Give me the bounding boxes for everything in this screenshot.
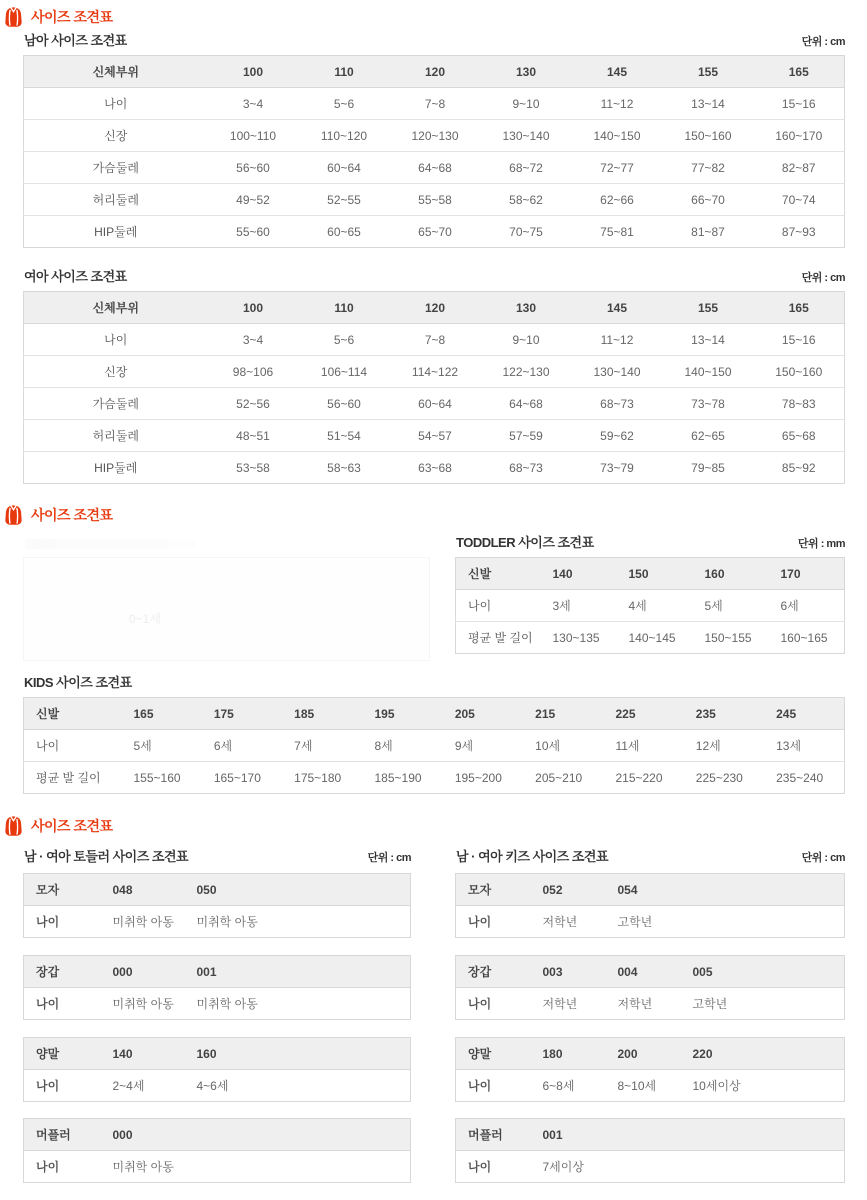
table-row <box>24 730 845 762</box>
girls-size-table <box>23 291 845 484</box>
header-row <box>24 956 411 988</box>
cell-value: 66~70 <box>663 184 754 216</box>
row-label: HIP둘레 <box>94 225 138 239</box>
row-label-header: 장갑 <box>24 956 101 988</box>
cell-value: 12세 <box>684 730 764 762</box>
row-label: 허리둘레 <box>24 420 208 452</box>
cell-value: 75~81 <box>600 224 634 239</box>
size-value-header: 052 <box>531 874 606 906</box>
size-value-header: 165 <box>754 292 845 324</box>
cell-value: 140~150 <box>663 356 754 388</box>
row-label: 가슴둘레 <box>24 388 208 420</box>
cell-value: 165~170 <box>213 770 261 785</box>
size-value-header: 170 <box>769 558 845 590</box>
cell-value: 150~160 <box>663 120 754 152</box>
cell-value: 150~155 <box>704 630 752 645</box>
row-label: 가슴둘레 <box>24 152 208 184</box>
header-row <box>24 1038 411 1070</box>
toddler-accessories-column <box>23 848 411 1200</box>
table-row <box>456 1070 845 1102</box>
cell-value: 6~8세 <box>542 1079 575 1093</box>
row-label-header: 머플러 <box>456 1119 531 1151</box>
cell-value: 215~220 <box>615 770 663 785</box>
header-row <box>456 956 845 988</box>
cell-value: 2~4세 <box>112 1079 145 1093</box>
size-value-header: 165 <box>122 698 202 730</box>
cell-value: 60~64 <box>390 388 481 420</box>
cell-value: 77~82 <box>663 152 754 184</box>
girls-table-title: 여아 사이즈 조견표 <box>24 269 127 284</box>
filler-cell <box>269 1038 411 1070</box>
size-value-header: 130 <box>481 56 572 88</box>
cell-value: 235~240 <box>776 770 824 785</box>
cell-value: 195~200 <box>454 770 502 785</box>
size-value-header: 004 <box>606 956 681 988</box>
cell-value: 9~10 <box>481 324 572 356</box>
kids-accessories-column <box>455 848 845 1200</box>
cell-value: 53~58 <box>236 460 270 475</box>
cell-value: 미취학 아동 <box>196 997 258 1011</box>
cell-value: 고학년 <box>617 915 653 929</box>
size-value-header: 145 <box>572 56 663 88</box>
cell-value: 저학년 <box>617 997 653 1011</box>
size-table <box>23 955 411 1020</box>
size-value-header: 160 <box>693 558 769 590</box>
header-row <box>24 56 845 88</box>
size-value-header: 001 <box>531 1119 606 1151</box>
cell-value: 68~72 <box>481 152 572 184</box>
filler-cell <box>185 1151 411 1183</box>
row-label: 나이 <box>468 1079 492 1093</box>
size-value-header: 120 <box>390 292 481 324</box>
row-label-header: 신발 <box>456 558 541 590</box>
table-row <box>24 1070 411 1102</box>
toddler-size-table <box>455 557 845 654</box>
cell-value: 미취학 아동 <box>112 997 174 1011</box>
cell-value: 72~77 <box>572 152 663 184</box>
row-label: 나이 <box>36 997 60 1011</box>
toddler-col-unit-label: 단위 : cm <box>367 852 411 864</box>
cell-value: 55~58 <box>390 184 481 216</box>
row-label-header: 모자 <box>456 874 531 906</box>
size-value-header: 225 <box>603 698 683 730</box>
filler-cell <box>756 1070 845 1102</box>
cell-value: 64~68 <box>390 152 481 184</box>
cell-value: 70~74 <box>754 184 845 216</box>
cell-value: 65~68 <box>754 420 845 452</box>
kids-socks-table <box>455 1037 845 1102</box>
size-value-header: 180 <box>531 1038 606 1070</box>
size-value-header: 220 <box>681 1038 756 1070</box>
cell-value: 58~63 <box>327 460 361 475</box>
section-title: 사이즈 조견표 <box>31 818 113 834</box>
cell-value: 65~70 <box>418 224 452 239</box>
cell-value: 73~78 <box>663 388 754 420</box>
boys-size-table <box>23 55 845 248</box>
cell-value: 81~87 <box>691 224 725 239</box>
size-value-header: 140 <box>101 1038 185 1070</box>
kids-hat-table <box>455 873 845 938</box>
filler-cell <box>756 988 845 1020</box>
cell-value: 85~92 <box>781 460 816 475</box>
cell-value: 87~93 <box>781 224 816 239</box>
section3-heading <box>3 814 845 838</box>
cell-value: 15~16 <box>754 324 845 356</box>
cell-value: 205~210 <box>535 770 583 785</box>
size-value-header: 000 <box>101 956 185 988</box>
header-row <box>24 874 411 906</box>
toddler-gloves-table <box>23 955 411 1020</box>
table-row <box>456 590 845 622</box>
cell-value: 98~106 <box>208 356 299 388</box>
cell-value: 57~59 <box>481 420 572 452</box>
cell-value: 62~66 <box>572 184 663 216</box>
cell-value: 13세 <box>764 730 844 762</box>
cell-value: 9세 <box>443 730 523 762</box>
filler-cell <box>269 988 411 1020</box>
cell-value: 70~75 <box>509 224 543 239</box>
cell-value: 5~6 <box>299 324 390 356</box>
boys-unit-label: 단위 : cm <box>801 36 845 48</box>
cell-value: 140~145 <box>628 630 676 645</box>
faded-table-title <box>25 539 195 549</box>
filler-cell <box>269 956 411 988</box>
row-label: 평균 발 길이 <box>468 631 533 645</box>
jacket-icon <box>3 6 24 28</box>
cell-value: 고학년 <box>692 997 728 1011</box>
table-row <box>24 420 845 452</box>
row-label-header: 양말 <box>456 1038 531 1070</box>
table-row <box>24 152 845 184</box>
row-label-header: 모자 <box>24 874 101 906</box>
section1-heading <box>3 5 845 29</box>
cell-value: 11세 <box>603 730 683 762</box>
size-table <box>455 955 845 1020</box>
cell-value: 11~12 <box>572 88 663 120</box>
size-value-header: 145 <box>572 292 663 324</box>
cell-value: 60~64 <box>299 152 390 184</box>
cell-value: 7세이상 <box>542 1160 584 1174</box>
jacket-icon <box>3 815 24 837</box>
filler-cell <box>185 1119 411 1151</box>
cell-value: 52~55 <box>299 184 390 216</box>
cell-value: 5세 <box>122 730 202 762</box>
cell-value: 68~73 <box>509 460 543 475</box>
girls-unit-label: 단위 : cm <box>801 272 845 284</box>
table-row <box>456 988 845 1020</box>
size-table <box>23 697 845 794</box>
cell-value: 130~140 <box>481 120 572 152</box>
table-row <box>24 120 845 152</box>
cell-value: 52~56 <box>208 388 299 420</box>
cell-value: 미취학 아동 <box>112 1160 174 1174</box>
cell-value: 54~57 <box>390 420 481 452</box>
header-row <box>456 874 845 906</box>
size-value-header: 165 <box>754 56 845 88</box>
filler-cell <box>606 1151 845 1183</box>
size-value-header: 185 <box>282 698 362 730</box>
cell-value: 78~83 <box>754 388 845 420</box>
toddler-unit-label: 단위 : mm <box>797 538 845 550</box>
cell-value: 7~8 <box>390 324 481 356</box>
cell-value: 185~190 <box>374 770 422 785</box>
size-value-header: 215 <box>523 698 603 730</box>
row-label: 나이 <box>24 730 122 762</box>
cell-value: 73~79 <box>600 460 634 475</box>
cell-value: 175~180 <box>294 770 342 785</box>
size-value-header: 110 <box>299 292 390 324</box>
filler-cell <box>606 1119 845 1151</box>
cell-value: 11~12 <box>572 324 663 356</box>
cell-value: 160~165 <box>780 630 828 645</box>
row-label: 평균 발 길이 <box>36 771 101 785</box>
cell-value: 저학년 <box>542 915 578 929</box>
section-title: 사이즈 조견표 <box>31 9 113 25</box>
cell-value: 저학년 <box>542 997 578 1011</box>
cell-value: 100~110 <box>208 120 299 152</box>
cell-value: 5세 <box>693 590 769 622</box>
cell-value: 120~130 <box>390 120 481 152</box>
size-value-header: 205 <box>443 698 523 730</box>
cell-value: 51~54 <box>299 420 390 452</box>
kids-col-unit-label: 단위 : cm <box>801 852 845 864</box>
cell-value: 58~62 <box>481 184 572 216</box>
cell-value: 106~114 <box>299 356 390 388</box>
row-label: 나이 <box>456 590 541 622</box>
size-value-header: 054 <box>606 874 681 906</box>
row-label: 나이 <box>36 1160 60 1174</box>
cell-value: 49~52 <box>208 184 299 216</box>
filler-cell <box>681 906 845 938</box>
kids-size-table <box>23 697 845 794</box>
size-table <box>23 291 845 484</box>
cell-value: 9~10 <box>481 88 572 120</box>
cell-value: 10세이상 <box>692 1079 741 1093</box>
row-label: 나이 <box>24 88 208 120</box>
table-row <box>24 184 845 216</box>
header-row <box>24 1119 411 1151</box>
cell-value: 10세 <box>523 730 603 762</box>
kids-table-title: KIDS 사이즈 조견표 <box>24 675 132 690</box>
cell-value: 130~140 <box>572 356 663 388</box>
size-value-header: 005 <box>681 956 756 988</box>
row-label-header: 신체부위 <box>24 56 208 88</box>
size-table <box>23 55 845 248</box>
cell-value: 8~10세 <box>617 1079 657 1093</box>
size-value-header: 200 <box>606 1038 681 1070</box>
cell-value: 미취학 아동 <box>112 915 174 929</box>
toddler-socks-table <box>23 1037 411 1102</box>
cell-value: 160~170 <box>754 120 845 152</box>
cell-value: 13~14 <box>663 324 754 356</box>
faded-baby-size-table <box>23 533 430 661</box>
cell-value: 48~51 <box>208 420 299 452</box>
size-value-header: 050 <box>185 874 269 906</box>
header-row <box>24 698 845 730</box>
row-label: HIP둘레 <box>94 461 138 475</box>
table-row <box>456 622 845 654</box>
table-row <box>456 1151 845 1183</box>
filler-cell <box>756 956 845 988</box>
size-table <box>455 557 845 654</box>
cell-value: 7~8 <box>390 88 481 120</box>
cell-value: 56~60 <box>299 388 390 420</box>
size-value-header: 245 <box>764 698 844 730</box>
row-label-header: 신체부위 <box>24 292 208 324</box>
cell-value: 63~68 <box>418 460 452 475</box>
cell-value: 110~120 <box>299 120 390 152</box>
filler-cell <box>756 1038 845 1070</box>
filler-cell <box>681 874 845 906</box>
row-label: 나이 <box>468 915 492 929</box>
row-label: 신장 <box>24 120 208 152</box>
table-row <box>24 906 411 938</box>
toddler-hat-table <box>23 873 411 938</box>
cell-value: 8세 <box>362 730 442 762</box>
cell-value: 225~230 <box>695 770 743 785</box>
size-value-header: 160 <box>185 1038 269 1070</box>
table-row <box>24 88 845 120</box>
table-row <box>456 906 845 938</box>
cell-value: 7세 <box>282 730 362 762</box>
cell-value: 56~60 <box>208 152 299 184</box>
size-table <box>455 1037 845 1102</box>
size-value-header: 003 <box>531 956 606 988</box>
cell-value: 114~122 <box>390 356 481 388</box>
size-table <box>23 873 411 938</box>
cell-value: 6세 <box>769 590 845 622</box>
table-row <box>24 452 845 484</box>
faded-table-body <box>23 557 430 661</box>
cell-value: 122~130 <box>481 356 572 388</box>
size-value-header: 120 <box>390 56 481 88</box>
table-row <box>24 988 411 1020</box>
cell-value: 79~85 <box>691 460 725 475</box>
size-value-header: 235 <box>684 698 764 730</box>
cell-value: 3~4 <box>208 324 299 356</box>
size-table <box>455 873 845 938</box>
row-label-header: 장갑 <box>456 956 531 988</box>
table-row <box>24 356 845 388</box>
size-value-header: 155 <box>663 292 754 324</box>
header-row <box>456 558 845 590</box>
size-value-header: 110 <box>299 56 390 88</box>
row-label-header: 신발 <box>24 698 122 730</box>
cell-value: 82~87 <box>754 152 845 184</box>
cell-value: 4~6세 <box>196 1079 229 1093</box>
filler-cell <box>269 906 411 938</box>
section-title: 사이즈 조견표 <box>31 507 113 523</box>
cell-value: 150~160 <box>754 356 845 388</box>
cell-value: 미취학 아동 <box>196 915 258 929</box>
cell-value: 60~65 <box>327 224 361 239</box>
table-row <box>24 762 845 794</box>
size-value-header: 195 <box>362 698 442 730</box>
row-label: 허리둘레 <box>24 184 208 216</box>
row-label: 나이 <box>468 1160 492 1174</box>
size-value-header: 150 <box>617 558 693 590</box>
table-row <box>24 216 845 248</box>
kids-gloves-table <box>455 955 845 1020</box>
cell-value: 155~160 <box>133 770 181 785</box>
jacket-icon <box>3 504 24 526</box>
cell-value: 15~16 <box>754 88 845 120</box>
section2-heading <box>3 503 845 527</box>
filler-cell <box>269 874 411 906</box>
boys-table-title: 남아 사이즈 조견표 <box>24 33 127 48</box>
row-label: 나이 <box>468 997 492 1011</box>
size-value-header: 130 <box>481 292 572 324</box>
table-row <box>24 1151 411 1183</box>
size-value-header: 155 <box>663 56 754 88</box>
table-row <box>24 324 845 356</box>
cell-value: 5~6 <box>299 88 390 120</box>
size-value-header: 000 <box>101 1119 185 1151</box>
row-label-header: 양말 <box>24 1038 101 1070</box>
cell-value: 64~68 <box>481 388 572 420</box>
row-label: 나이 <box>24 324 208 356</box>
cell-value: 4세 <box>617 590 693 622</box>
cell-value: 68~73 <box>572 388 663 420</box>
cell-value: 59~62 <box>572 420 663 452</box>
cell-value: 55~60 <box>236 224 270 239</box>
kids-col-title: 남 · 여아 키즈 사이즈 조견표 <box>456 849 609 864</box>
size-value-header: 100 <box>208 56 299 88</box>
header-row <box>456 1119 845 1151</box>
header-row <box>24 292 845 324</box>
cell-value: 140~150 <box>572 120 663 152</box>
row-label-header: 머플러 <box>24 1119 101 1151</box>
toddler-table-title: TODDLER 사이즈 조견표 <box>456 535 594 550</box>
toddler-col-title: 남 · 여아 토들러 사이즈 조견표 <box>24 849 189 864</box>
table-row <box>24 388 845 420</box>
size-table <box>23 1037 411 1102</box>
row-label: 신장 <box>24 356 208 388</box>
faded-cell-value: 0~1세 <box>129 612 161 626</box>
size-value-header: 100 <box>208 292 299 324</box>
cell-value: 6세 <box>202 730 282 762</box>
row-label: 나이 <box>36 915 60 929</box>
size-value-header: 140 <box>541 558 617 590</box>
row-label: 나이 <box>36 1079 60 1093</box>
header-row <box>456 1038 845 1070</box>
cell-value: 62~65 <box>663 420 754 452</box>
cell-value: 3~4 <box>208 88 299 120</box>
cell-value: 13~14 <box>663 88 754 120</box>
size-value-header: 175 <box>202 698 282 730</box>
filler-cell <box>269 1070 411 1102</box>
size-value-header: 048 <box>101 874 185 906</box>
cell-value: 3세 <box>541 590 617 622</box>
cell-value: 130~135 <box>552 630 600 645</box>
size-value-header: 001 <box>185 956 269 988</box>
